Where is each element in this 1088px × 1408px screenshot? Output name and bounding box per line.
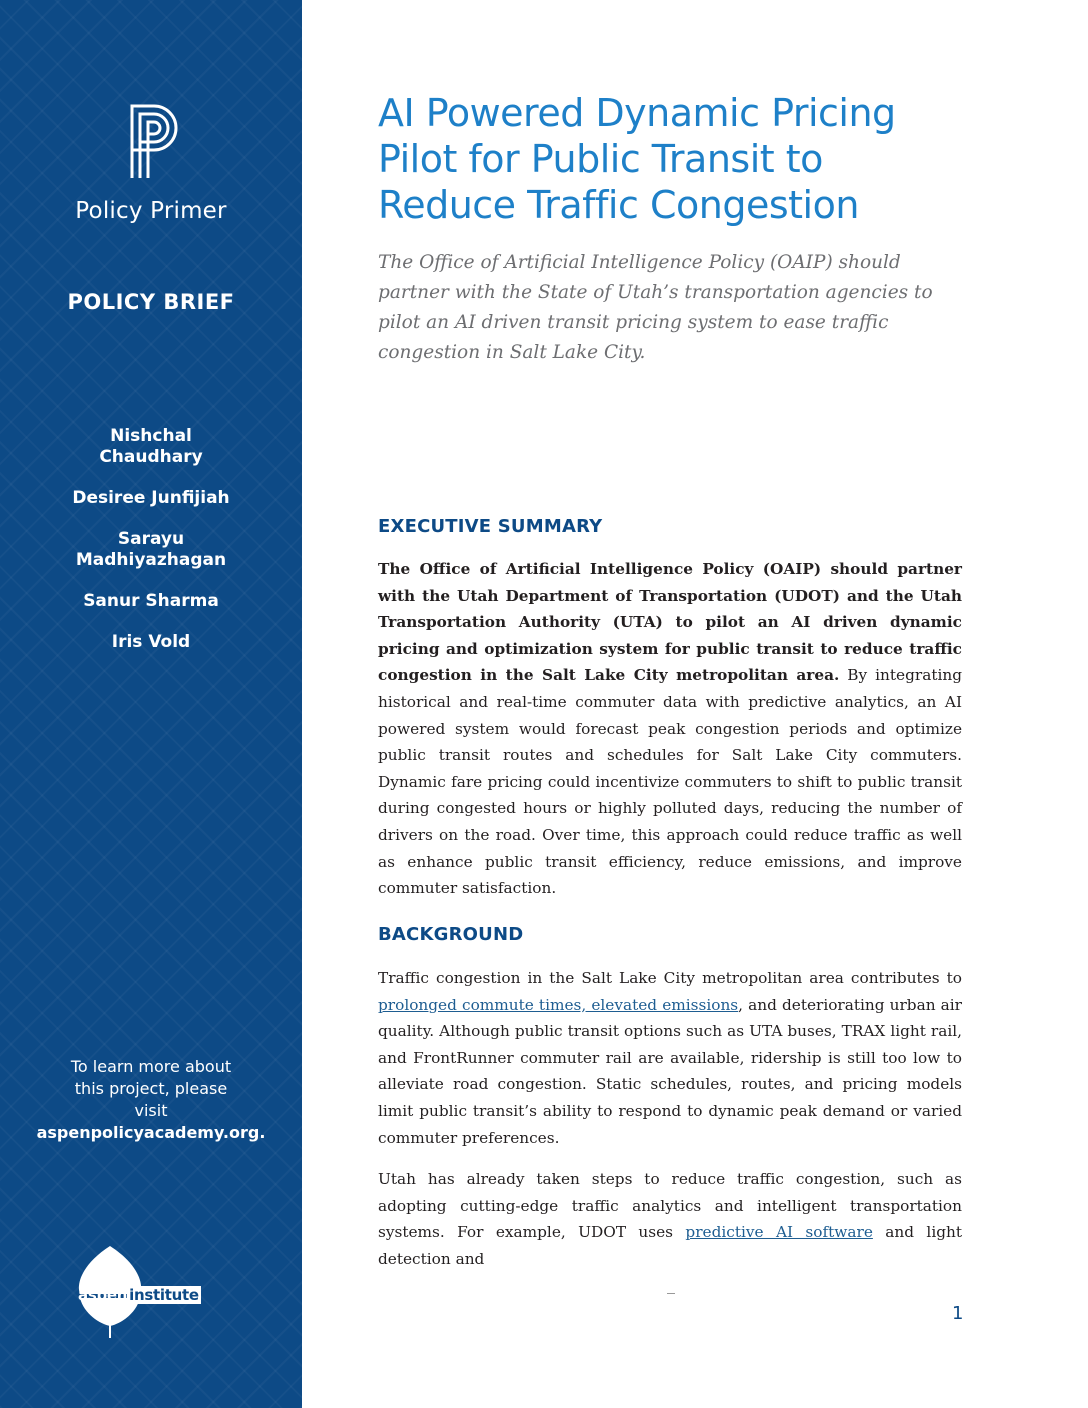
bg-text: Utah has already taken steps to reduce traffic congestion, such as adopting cutting-edge traffic analytics and intelligent transportation systems. For example, UDOT uses xyxy=(378,1170,962,1242)
project-url-link[interactable]: aspenpolicyacademy.org. xyxy=(36,1123,266,1142)
aspen-institute-logo xyxy=(78,1286,201,1304)
learn-more-line: To learn more about this project, please visit xyxy=(70,1057,232,1120)
sidebar xyxy=(0,0,302,1408)
policy-brief-label: POLICY BRIEF xyxy=(67,290,235,314)
author-name: Sanur Sharma xyxy=(83,591,219,611)
background-paragraph-2 xyxy=(378,1166,962,1272)
author-list xyxy=(0,426,302,673)
executive-summary-heading: EXECUTIVE SUMMARY xyxy=(378,516,603,537)
commute-emissions-link[interactable]: prolonged commute times, elevated emissions xyxy=(378,995,739,1014)
author-name: Sarayu Madhiyazhagan xyxy=(75,529,227,570)
logo-text-aspen: aspen xyxy=(78,1286,128,1304)
author-name: Desiree Junfijiah xyxy=(72,488,230,508)
background-heading: BACKGROUND xyxy=(378,924,524,945)
logo-text-institute: institute xyxy=(129,1286,199,1304)
background-paragraph-1 xyxy=(378,965,962,1151)
policy-primer-logo-icon xyxy=(126,100,184,180)
exec-summary-text: By integrating historical and real-time commuter data with predictive analytics, an AI powered system would forecast peak congestion periods and optimize public transit routes and schedules for Salt Lake City commuters. Dynamic fare pricing could incentivize commuters to shift to public transit during congested hours or highly polluted days, reducing the number of drivers on the road. Over time, this approach could reduce traffic as well as enhance public transit efficiency, reduce emissions, and improve commuter satisfaction. xyxy=(378,666,962,898)
bg-text: , and deteriorating urban air quality. Although public transit options such as UTA buses, TRAX light rail, and FrontRunner commuter rail are available, ridership is still too low to alleviate road congestion. Static schedules, routes, and pricing models limit public transit’s ability to respond to dynamic peak demand or varied commuter preferences. xyxy=(378,995,962,1147)
author-name: Iris Vold xyxy=(111,632,191,652)
bg-text: Traffic congestion in the Salt Lake City metropolitan area contributes to xyxy=(378,969,962,987)
predictive-ai-link[interactable]: predictive AI software xyxy=(685,1223,873,1242)
page-number: 1 xyxy=(952,1303,964,1324)
crop-mark xyxy=(667,1293,675,1302)
executive-summary-paragraph xyxy=(378,556,962,902)
document-subtitle: The Office of Artificial Intelligence Policy (OAIP) should partner with the State of Utah’s transportation agencies to pilot an AI driven transit pricing system to ease traffic congestion in Salt Lake City. xyxy=(378,252,933,363)
document-title: AI Powered Dynamic Pricing Pilot for Public Transit to Reduce Traffic Congestion xyxy=(378,91,896,227)
policy-primer-label: Policy Primer xyxy=(75,198,227,224)
exec-summary-bold: The Office of Artificial Intelligence Policy (OAIP) should partner with the Utah Department of Transportation (UDOT) and the Utah Transportation Authority (UTA) to pilot an AI driven dynamic pricing and optimization system for public transit to reduce traffic congestion in the Salt Lake City metropolitan area. xyxy=(378,560,962,685)
author-name: Nishchal Chaudhary xyxy=(99,426,203,467)
bg-text: and light detection and xyxy=(378,1223,963,1268)
learn-more-text xyxy=(0,1056,302,1144)
